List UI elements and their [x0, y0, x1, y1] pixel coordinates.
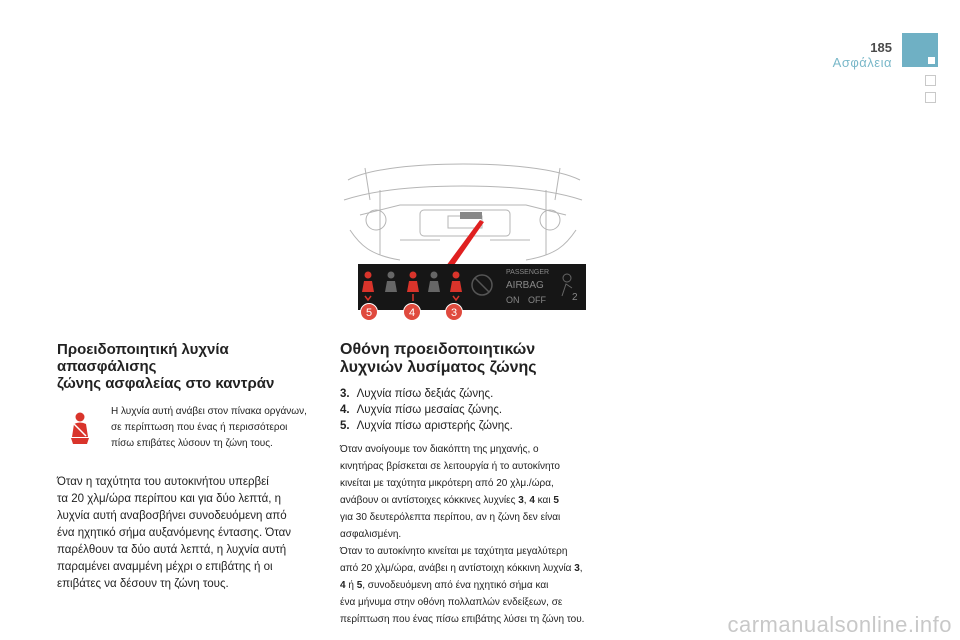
- right-heading-line2: λυχνιών λυσίματος ζώνης: [340, 359, 537, 376]
- watermark: carmanualsonline.info: [727, 612, 952, 637]
- callout-5: [361, 304, 378, 321]
- right-heading: [340, 341, 610, 377]
- bold-ref: 5: [553, 495, 559, 506]
- list-item-number: 4.: [340, 404, 350, 416]
- right-para-line: [340, 492, 610, 509]
- right-para-line: κινείται με ταχύτητα μικρότερη από 20 χλμ./ώρα,: [340, 478, 554, 489]
- lamp-list: [340, 386, 610, 434]
- seatbelt-warning-icon: [67, 412, 93, 446]
- left-heading-line2: ζώνης ασφαλείας στο καντράν: [57, 375, 275, 392]
- panel-number-label: 2: [572, 292, 578, 303]
- section-title: Ασφάλεια: [832, 55, 892, 70]
- list-item: [340, 418, 610, 434]
- left-column: [57, 341, 325, 593]
- panel-off-label: OFF: [528, 295, 546, 305]
- right-para-line: [340, 560, 610, 577]
- left-heading: [57, 341, 325, 392]
- dashboard-illustration: [340, 160, 586, 323]
- text-run: ανάβουν οι αντίστοιχες κόκκινες λυχνίες: [340, 495, 519, 506]
- left-para-line: τα 20 χλμ/ώρα περίπου και για δύο λεπτά, η: [57, 493, 282, 505]
- right-para-line: κινητήρας βρίσκεται σε λειτουργία ή το αυτοκίνητο: [340, 461, 560, 472]
- right-para-line: Όταν το αυτοκίνητο κινείται με ταχύτητα μεγαλύτερη: [340, 546, 568, 557]
- right-para-line: ένα μήνυμα στην οθόνη πολλαπλών ενδείξεων, σε: [340, 597, 563, 608]
- section-tab-marker: [928, 57, 935, 64]
- right-column: [340, 341, 610, 628]
- text-run: ,: [523, 495, 530, 506]
- page-number: 185: [870, 40, 892, 55]
- text-run: , συνοδευόμενη από ένα ηχητικό σήμα και: [362, 580, 549, 591]
- list-item: [340, 402, 610, 418]
- text-run: ή: [345, 580, 357, 591]
- panel-passenger-label: PASSENGER: [506, 269, 550, 276]
- left-para-line: λυχνία αυτή αναβοσβήνει συνοδευόμενη από: [57, 510, 287, 522]
- warning-line: πίσω επιβάτες λύσουν τη ζώνη τους.: [111, 438, 273, 449]
- hazard-switch: [460, 212, 482, 219]
- list-item-text: Λυχνία πίσω αριστερής ζώνης.: [356, 420, 513, 432]
- right-para-line: [340, 577, 610, 594]
- right-para-line: ασφαλισμένη.: [340, 529, 402, 540]
- bold-ref: 3: [574, 563, 580, 574]
- list-item-number: 3.: [340, 388, 350, 400]
- right-heading-line1: Οθόνη προειδοποιητικών: [340, 341, 536, 358]
- callout-4: [404, 304, 421, 321]
- side-box-1: [925, 75, 936, 86]
- left-para-line: Όταν η ταχύτητα του αυτοκινήτου υπερβεί: [57, 476, 269, 488]
- right-para-line: περίπτωση που ένας πίσω επιβάτης λύσει τη ζώνη του.: [340, 614, 585, 625]
- callout-3-label: 3: [450, 307, 458, 319]
- right-para-line: για 30 δευτερόλεπτα περίπου, αν η ζώνη δεν είναι: [340, 512, 561, 523]
- left-paragraph: [57, 474, 325, 593]
- warning-line: Η λυχνία αυτή ανάβει στον πίνακα οργάνων,: [111, 406, 307, 417]
- bold-ref: 4: [529, 495, 535, 506]
- left-para-line: παρέλθουν τα δύο αυτά λεπτά, η λυχνία αυτή: [57, 544, 287, 556]
- list-item-text: Λυχνία πίσω μεσαίας ζώνης.: [356, 404, 503, 416]
- bold-ref: 4: [340, 580, 346, 591]
- panel-on-label: ON: [506, 295, 520, 305]
- text-run: και: [534, 495, 554, 506]
- bold-ref: 5: [356, 580, 363, 591]
- panel-airbag-label: AIRBAG: [506, 280, 544, 291]
- callout-4-label: 4: [408, 307, 416, 319]
- pointer-arrow: [446, 220, 484, 268]
- section-tab: [902, 33, 938, 67]
- list-item: [340, 386, 610, 402]
- left-para-line: ένα ηχητικό σήμα αυξανόμενης έντασης. Όταν: [57, 527, 292, 539]
- warning-text: [111, 404, 327, 452]
- callout-3: [446, 304, 463, 321]
- left-para-line: επιβάτες να δέσουν τη ζώνη τους.: [57, 578, 229, 590]
- text-run: ,: [579, 563, 583, 574]
- callout-5-label: 5: [365, 307, 373, 319]
- left-heading-line1: Προειδοποιητική λυχνία απασφάλισης: [57, 341, 229, 375]
- text-run: από 20 χλμ/ώρα, ανάβει η αντίστοιχη κόκκινη λυχνία: [340, 563, 575, 574]
- bold-ref: 3: [518, 495, 524, 506]
- right-paragraph: [340, 441, 610, 628]
- right-para-line: Όταν ανοίγουμε τον διακόπτη της μηχανής, ο: [340, 444, 539, 455]
- warning-row: [57, 404, 325, 454]
- list-item-number: 5.: [340, 420, 350, 432]
- list-item-text: Λυχνία πίσω δεξιάς ζώνης.: [356, 388, 494, 400]
- warning-line: σε περίπτωση που ένας ή περισσότεροι: [111, 422, 288, 433]
- left-para-line: παραμένει αναμμένη μέχρι ο επιβάτης ή οι: [57, 561, 273, 573]
- side-box-2: [925, 92, 936, 103]
